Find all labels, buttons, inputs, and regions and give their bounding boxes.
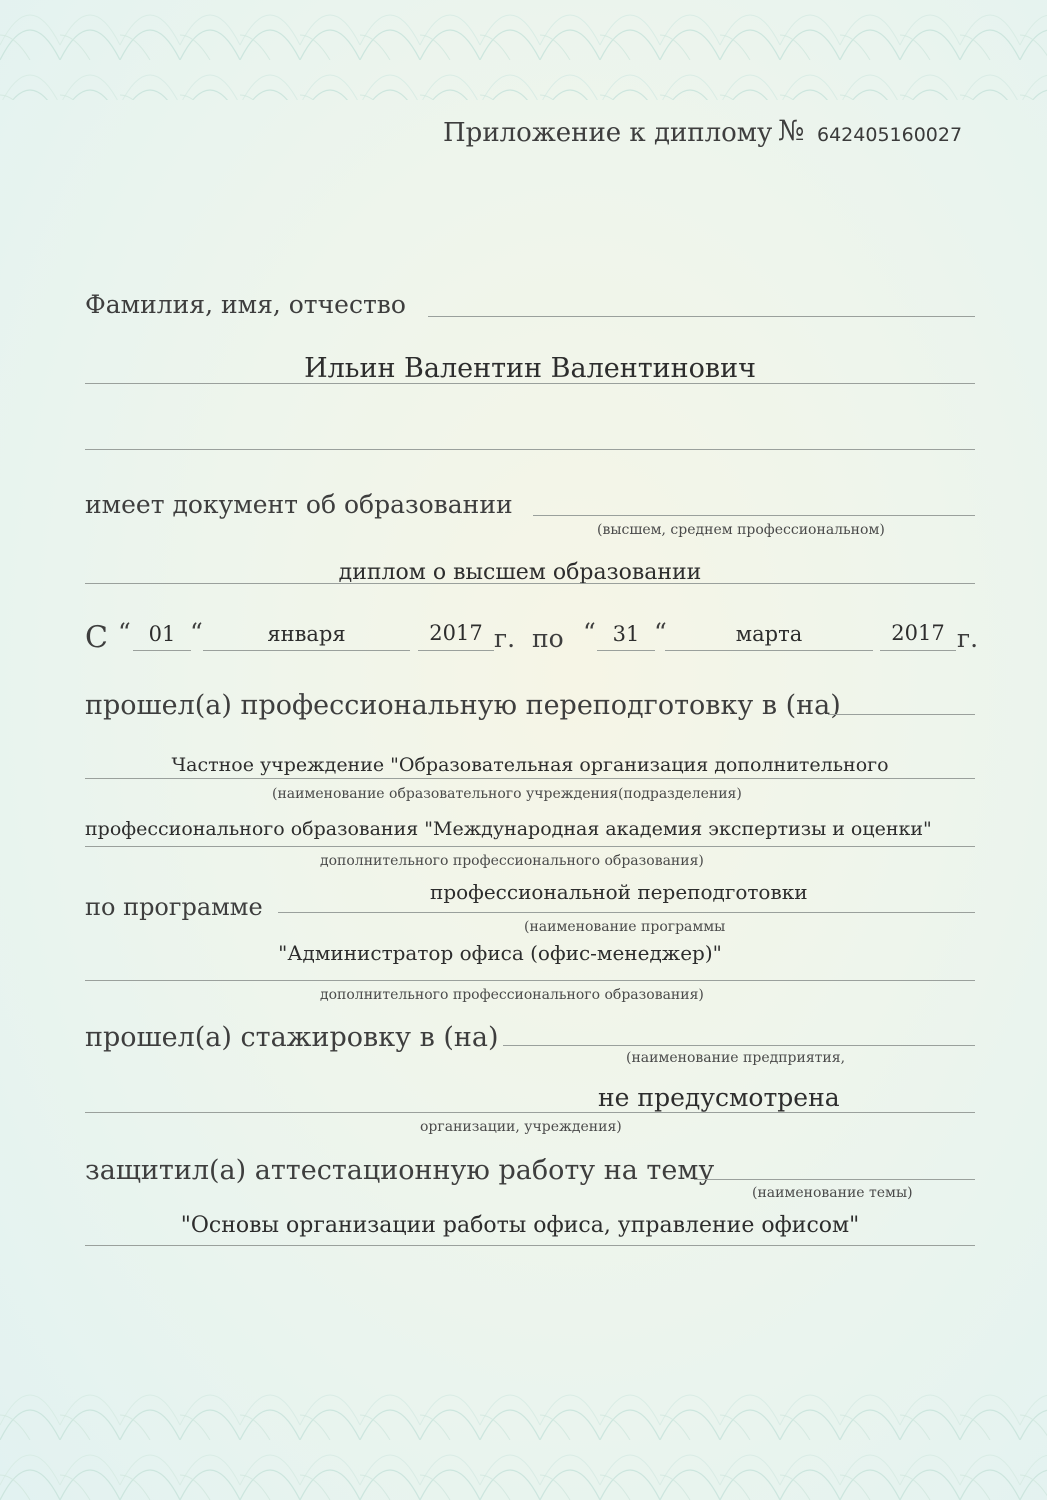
period-to: по (532, 624, 564, 653)
period-prefix: С (85, 620, 108, 655)
start-month: января (267, 622, 346, 646)
education-hint: (высшем, среднем профессиональном) (597, 522, 885, 538)
end-open-quote: “ (583, 618, 596, 647)
thesis-underline (694, 1179, 975, 1180)
start-day-line (133, 650, 191, 651)
retraining-label: прошел(а) профессиональную переподготовку в (на) (85, 690, 841, 721)
program-value2: "Администратор офиса (офис-менеджер)" (278, 941, 722, 965)
education-underline (533, 515, 975, 516)
internship-value: не предусмотрена (598, 1083, 840, 1112)
start-open-quote: “ (118, 618, 131, 647)
retraining-underline (828, 714, 975, 715)
thesis-hint: (наименование темы) (752, 1185, 913, 1201)
end-year-suffix: г. (957, 624, 979, 653)
start-close-quote: “ (190, 618, 203, 647)
thesis-value: "Основы организации работы офиса, управление офисом" (180, 1213, 860, 1238)
program-hint1: (наименование программы (524, 919, 726, 935)
program-label: по программе (85, 893, 263, 921)
program-value2-rule (85, 980, 975, 981)
start-month-line (203, 650, 410, 651)
education-value-line (85, 583, 975, 584)
education-value: диплом о высшем образовании (338, 560, 702, 585)
program-value1: профессиональной переподготовки (430, 880, 808, 904)
end-day-line (597, 650, 655, 651)
fio-value-line (85, 383, 975, 384)
diploma-number: 642405160027 (817, 124, 963, 146)
internship-underline (503, 1045, 975, 1046)
retraining-line1-rule (85, 778, 975, 779)
internship-value-rule (85, 1112, 975, 1113)
retraining-line2-rule (85, 846, 975, 847)
start-day: 01 (148, 622, 176, 646)
retraining-hint2: дополнительного профессионального образования) (320, 853, 704, 869)
program-hint2: дополнительного профессионального образования) (320, 987, 704, 1003)
end-month: марта (735, 622, 803, 646)
retraining-line1: Частное учреждение "Образовательная организация дополнительного (171, 754, 889, 776)
end-close-quote: “ (654, 618, 667, 647)
fio-label: Фамилия, имя, отчество (85, 290, 406, 319)
education-label: имеет документ об образовании (85, 490, 513, 519)
thesis-value-rule (85, 1245, 975, 1246)
program-value1-rule (278, 912, 975, 913)
internship-label: прошел(а) стажировку в (на) (85, 1022, 499, 1053)
internship-hint2: организации, учреждения) (420, 1119, 622, 1135)
supplement-title: Приложение к диплому (443, 118, 773, 148)
retraining-hint1: (наименование образовательного учреждения(подразделения) (272, 786, 742, 802)
internship-hint1: (наименование предприятия, (626, 1050, 846, 1066)
fio-value: Ильин Валентин Валентинович (304, 353, 756, 384)
end-year-line (880, 650, 956, 651)
end-year: 2017 (891, 621, 945, 645)
number-sign: № (778, 114, 805, 147)
start-year-suffix: г. (494, 624, 516, 653)
end-month-line (665, 650, 873, 651)
start-year-line (418, 650, 494, 651)
end-day: 31 (612, 622, 640, 646)
retraining-line2: профессионального образования "Международная академия экспертизы и оценки" (85, 818, 932, 840)
thesis-label: защитил(а) аттестационную работу на тему (85, 1155, 715, 1186)
fio-empty-line (85, 449, 975, 450)
fio-underline (428, 316, 975, 317)
start-year: 2017 (429, 621, 483, 645)
